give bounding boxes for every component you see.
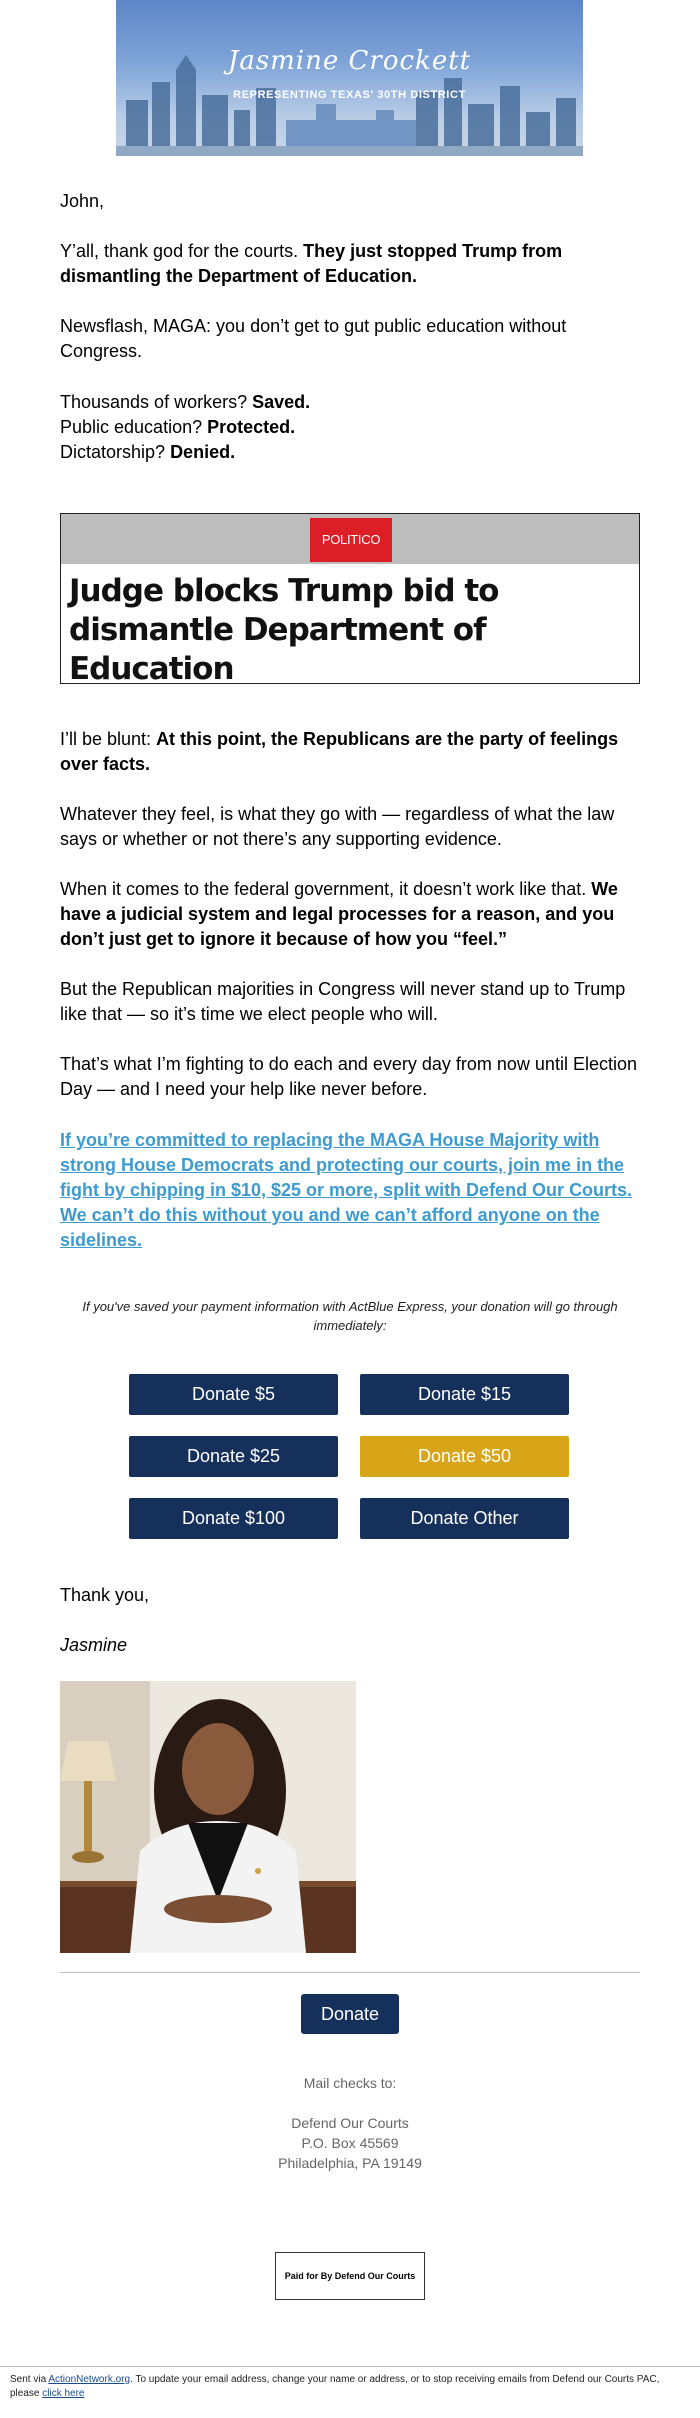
politico-logo: POLITICO	[310, 518, 392, 562]
news-headline-card[interactable]	[60, 513, 640, 687]
paragraph-courts-text: Y’all, thank god for the courts.	[60, 241, 304, 261]
signoff-thanks: Thank you,	[60, 1585, 150, 1605]
main-donate-button[interactable]: Donate	[301, 1994, 399, 2034]
footer-sent-via: Sent via	[10, 2374, 49, 2385]
paragraph-federal-bold: We have a judicial system and legal processes for a reason, and you don’t just get to ignore it because of how you “feel.”	[60, 879, 618, 949]
summary-line-education	[60, 415, 640, 440]
paragraph-blunt-bold: At this point, the Republicans are the party of feelings over facts.	[60, 729, 619, 774]
actionnetwork-link[interactable]: ActionNetwork.org	[48, 2374, 131, 2385]
paragraph-courts-bold: They just stopped Trump from dismantling the Department of Education.	[60, 241, 563, 286]
paragraph-majorities: But the Republican majorities in Congress will never stand up to Trump like that — so it’s time we elect people who will.	[60, 979, 626, 1024]
cta-donate-link[interactable]: If you’re committed to replacing the MAGA House Majority with strong House Democrats and protecting our courts, join me in the fight by chipping in $10, $25 or more, split with Defend Our Courts. We can’t do this without you and we can’t afford anyone on the sidelines.	[60, 1130, 633, 1250]
mail-po-box: P.O. Box 45569	[301, 2135, 399, 2151]
summary-line-dictatorship	[60, 440, 640, 465]
banner-name: Jasmine Crockett	[227, 46, 472, 76]
donate-15-button[interactable]: Donate $15	[360, 1374, 569, 1415]
paragraph-blunt	[60, 727, 640, 777]
mail-checks-label: Mail checks to:	[303, 2075, 397, 2091]
summary-line-workers-text: Thousands of workers?	[60, 392, 253, 412]
candidate-photo	[60, 1681, 356, 1953]
summary-line-education-bold: Protected.	[207, 417, 296, 437]
paragraph-federal-text: When it comes to the federal government, it doesn’t work like that.	[60, 879, 592, 899]
mail-org: Defend Our Courts	[291, 2115, 409, 2131]
donate-other-button[interactable]: Donate Other	[360, 1498, 569, 1539]
donate-25-button[interactable]: Donate $25	[129, 1436, 338, 1477]
mail-city: Philadelphia, PA 19149	[278, 2155, 422, 2171]
summary-lines	[60, 390, 640, 465]
summary-line-dictatorship-text: Dictatorship?	[60, 442, 171, 462]
paragraph-federal	[60, 877, 640, 952]
summary-line-workers	[60, 390, 640, 415]
paragraph-blunt-text: I’ll be blunt:	[60, 729, 157, 749]
skyline-image	[116, 0, 583, 156]
summary-line-dictatorship-bold: Denied.	[170, 442, 236, 462]
header-banner	[116, 0, 583, 156]
donate-5-button[interactable]: Donate $5	[129, 1374, 338, 1415]
paragraph-courts	[60, 239, 640, 289]
donate-50-button[interactable]: Donate $50	[360, 1436, 569, 1477]
paid-for-disclaimer: Paid for By Defend Our Courts	[275, 2252, 425, 2300]
summary-line-workers-bold: Saved.	[252, 392, 311, 412]
greeting: John,	[60, 191, 105, 211]
actblue-express-note: If you've saved your payment information with ActBlue Express, your donation will go through immediately:	[82, 1299, 618, 1333]
banner-subtitle: REPRESENTING TEXAS' 30TH DISTRICT	[233, 89, 466, 101]
signoff-name: Jasmine	[60, 1635, 128, 1655]
paragraph-feelings: Whatever they feel, is what they go with — regardless of what the law says or whether or not there’s any supporting evidence.	[60, 804, 615, 849]
cta-paragraph	[60, 1128, 640, 1253]
section-divider	[60, 1972, 640, 1973]
footer-unsubscribe-text: . To update your email address, change your name or address, or to stop receiving emails from Defend our Courts PAC, please	[10, 2374, 660, 2399]
paragraph-fighting: That’s what I’m fighting to do each and every day from now until Election Day — and I need your help like never before.	[60, 1054, 637, 1099]
summary-line-education-text: Public education?	[60, 417, 208, 437]
donate-100-button[interactable]: Donate $100	[129, 1498, 338, 1539]
news-card-header	[61, 514, 639, 564]
footer-text	[10, 2373, 690, 2401]
paragraph-newsflash: Newsflash, MAGA: you don’t get to gut public education without Congress.	[60, 316, 567, 361]
unsubscribe-link[interactable]: click here	[42, 2388, 85, 2399]
footer-divider	[0, 2366, 700, 2367]
news-headline: Judge blocks Trump bid to dismantle Department of Education	[69, 573, 499, 687]
